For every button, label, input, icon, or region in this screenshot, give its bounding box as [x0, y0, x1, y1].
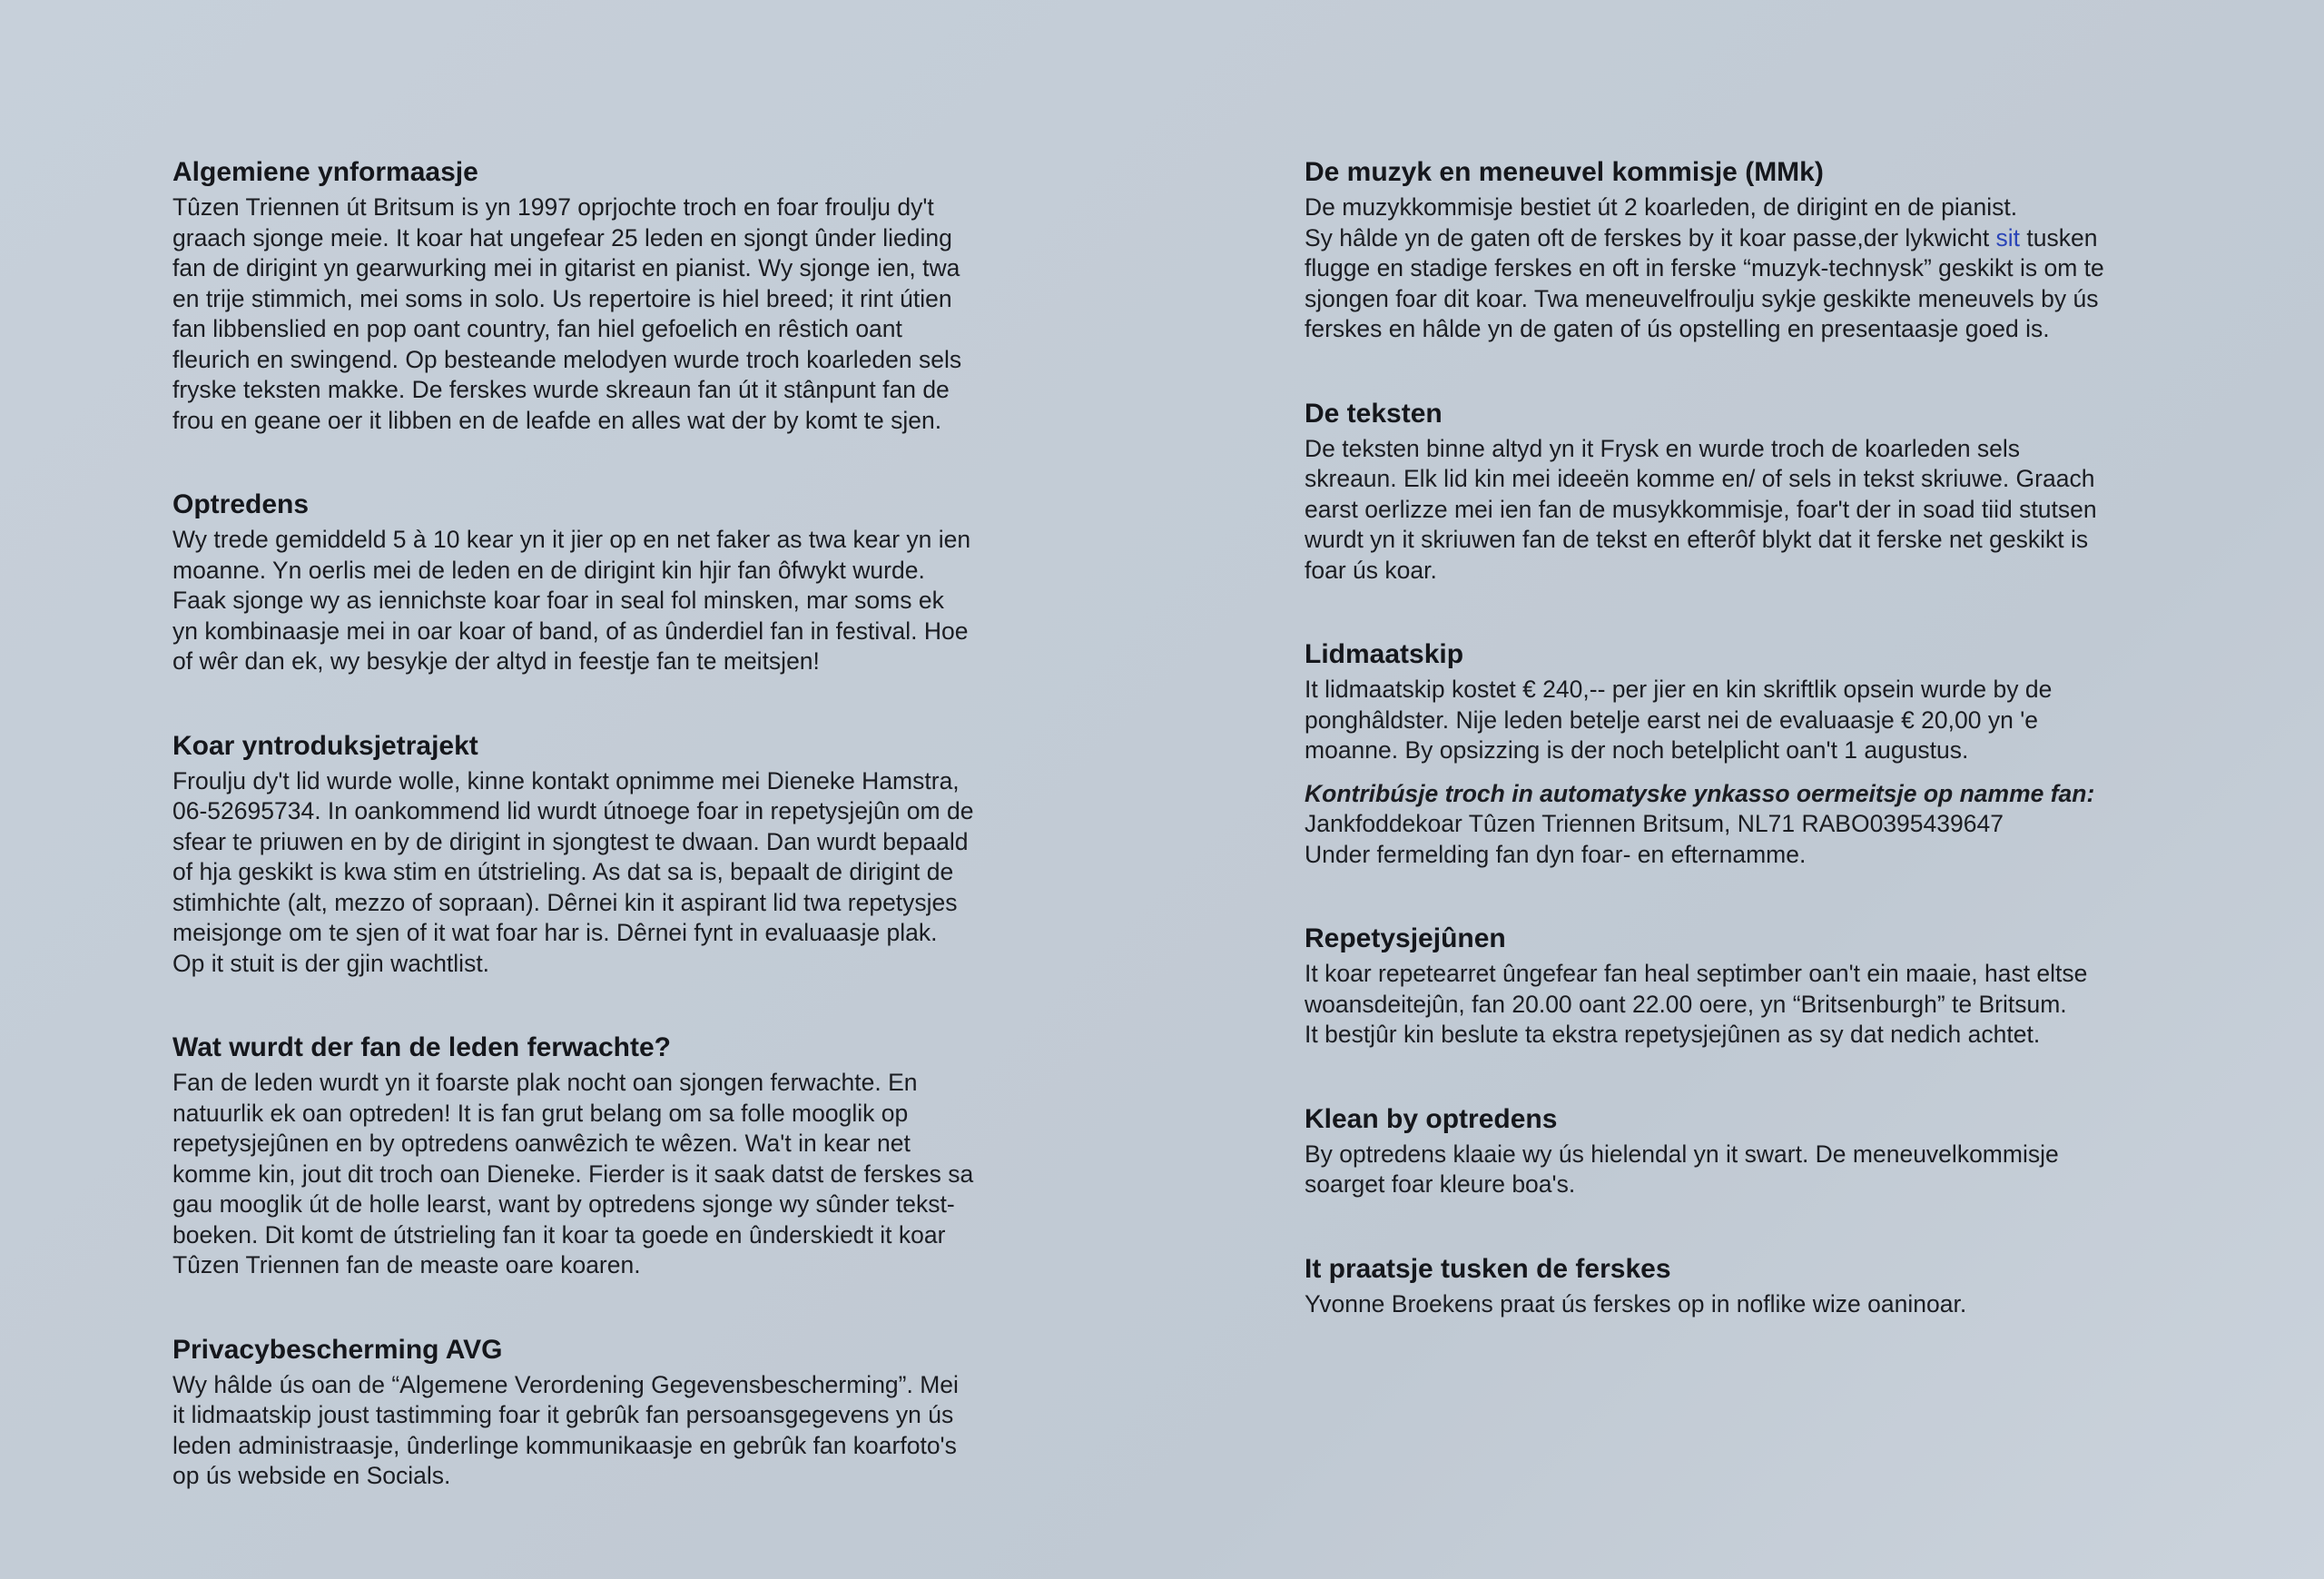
section-heading: Wat wurdt der fan de leden ferwachte?	[172, 1032, 671, 1062]
body-text: tusken flugge en stadige ferskes en oft in ferske “muzyk-technysk” geskikt is om te sjongen foar dit koar. Twa meneuvelfroulju sykje geskikte meneuvels by ús ferskes en hâlde yn de gaten of ús opstelling en presentaasje goed is.	[1305, 223, 2104, 342]
section-body: Froulju dy't lid wurde wolle, kinne kontakt opnimme mei Dieneke Hamstra, 06-52695734. In oankommend lid wurdt útnoege foar in repetysjejûn om de sfear te priuwen en by de dirigint in sjongtest te dwaan. Dan wurdt bepaald of hja geskikt is kwa stim en útstrieling. As dat sa is, bepaalt de dirigint de stimhichte (alt, mezzo of sopraan). Dêrnei kin it aspirant lid twa repetysjes meisjonge om te sjen of it wat foar har is. Dêrnei fynt in evaluaasje plak. Op it stuit is der gjin wachtlist.	[172, 766, 974, 977]
body-text: De muzykkommisje bestiet út 2 koarleden, de dirigint en de pianist. Sy hâlde yn de gaten oft de ferskes by it koar passe,der lykwicht	[1305, 193, 2018, 252]
section-body: Wy hâlde ús oan de “Algemene Verordening Gegevensbescherming”. Mei it lidmaatskip joust tastimming foar it gebrûk fan persoansgegevens yn ús leden administraasje, ûnderlinge kommunikaasje en gebrûk fan koarfoto's op ús webside en Socials.	[172, 1370, 959, 1489]
section-performances	[172, 489, 1080, 677]
section-heading: De muzyk en meneuvel kommisje (MMk)	[1305, 157, 1824, 187]
section-body: It koar repetearret ûngefear fan heal septimber oan't ein maaie, hast eltse woansdeitejûn, fan 20.00 oant 22.00 oere, yn “Britsenburgh” te Britsum. It bestjûr kin beslute ta ekstra repetysjejûnen as sy dat nedich achtet.	[1305, 960, 2088, 1048]
bank-heading: Kontribúsje troch in automatyske ynkasso oermeitsje op namme fan:	[1305, 779, 2095, 807]
bank-details	[1305, 779, 2230, 871]
section-heading: Lidmaatskip	[1305, 639, 1464, 669]
highlighted-word: sit	[1995, 223, 2021, 252]
section-body: Yvonne Broekens praat ús ferskes op in noflike wize oaninoar.	[1305, 1289, 1967, 1317]
section-body: It lidmaatskip kostet € 240,-- per jier en kin skriftlik opsein wurde by de ponghâldster. Nije leden betelje earst nei de evaluaasje € 20,00 yn 'e moanne. By opsizzing is der noch betelplicht oan't 1 augustus.	[1305, 676, 2053, 764]
section-body: Fan de leden wurdt yn it foarste plak nocht oan sjongen ferwachte. En natuurlik ek oan optreden! It is fan grut belang om sa folle mooglik op repetysjejûnen en by optredens oanwêzich te wêzen. Wa't in kear net komme kin, jout dit troch oan Dieneke. Fierder is it saak datst de ferskes sa gau mooglik út de holle learst, want by optredens sjonge wy sûnder tekst- boeken. Dit komt de útstrieling fan it koar ta goede en ûnderskiedt it koar Tûzen Triennen fan de measte oare koaren.	[172, 1069, 974, 1278]
section-music-committee	[1305, 156, 2230, 345]
section-rehearsals	[1305, 923, 2230, 1051]
section-expectations	[172, 1031, 1080, 1281]
section-clothing	[1305, 1103, 2230, 1200]
section-general-information	[172, 156, 1080, 436]
bank-body: Jankfoddekoar Tûzen Triennen Britsum, NL71 RABO0395439647 Under fermelding fan dyn foar- en efternamme.	[1305, 810, 2004, 868]
section-body	[1305, 192, 2230, 345]
right-column	[1305, 156, 2230, 1372]
section-privacy	[172, 1334, 1080, 1492]
section-heading: Repetysjejûnen	[1305, 923, 1506, 953]
section-heading: Algemiene ynformaasje	[172, 157, 478, 187]
section-body: Tûzen Triennen út Britsum is yn 1997 oprjochte troch en foar froulju dy't graach sjonge meie. It koar hat ungefear 25 leden en sjongt ûnder lieding fan de dirigint yn gearwurking mei in gitarist en pianist. Wy sjonge ien, twa en trije stimmich, mei soms in solo. Us repertoire is hiel breed; it rint útien fan libbenslied en pop oant country, fan hiel gefoelich en rêstich oant fleurich en swingend. Op besteande melodyen wurde troch koarleden sels fryske teksten makke. De ferskes wurde skreaun fan út it stânpunt fan de frou en geane oer it libben en de leafde en alles wat der by komt te sjen.	[172, 193, 962, 434]
section-heading: Privacybescherming AVG	[172, 1334, 503, 1365]
section-body: Wy trede gemiddeld 5 à 10 kear yn it jier op en net faker as twa kear yn ien moanne. Yn oerlis mei de leden en de dirigint kin hjir fan ôfwykt wurde. Faak sjonge wy as iennichste koar foar in seal fol minsken, mar soms ek yn kombinaasje mei in oar koar of band, of as ûnderdiel fan in festival. Hoe of wêr dan ek, wy besykje der altyd in feestje fan te meitsjen!	[172, 526, 971, 675]
section-body: By optredens klaaie wy ús hielendal yn it swart. De meneuvelkommisje soarget foar kleure boa's.	[1305, 1140, 2059, 1198]
left-column	[172, 156, 1080, 1544]
section-lyrics	[1305, 398, 2230, 587]
section-heading: Klean by optredens	[1305, 1103, 1558, 1134]
section-heading: Koar yntroduksjetrajekt	[172, 730, 478, 761]
section-heading: De teksten	[1305, 398, 1443, 429]
section-heading: Optredens	[172, 489, 310, 519]
section-intro-talk	[1305, 1253, 2230, 1320]
section-heading: It praatsje tusken de ferskes	[1305, 1253, 1671, 1284]
section-membership	[1305, 638, 2230, 870]
section-introduction	[172, 730, 1080, 980]
section-body: De teksten binne altyd yn it Frysk en wurde troch de koarleden sels skreaun. Elk lid kin mei ideeën komme en/ of sels in tekst skriuwe. Graach earst oerlizze mei ien fan de musykkommisje, foar't der in soad tiid stutsen wurdt yn it skriuwen fan de tekst en efterôf blykt dat it ferske net geskikt is foar ús koar.	[1305, 434, 2097, 584]
